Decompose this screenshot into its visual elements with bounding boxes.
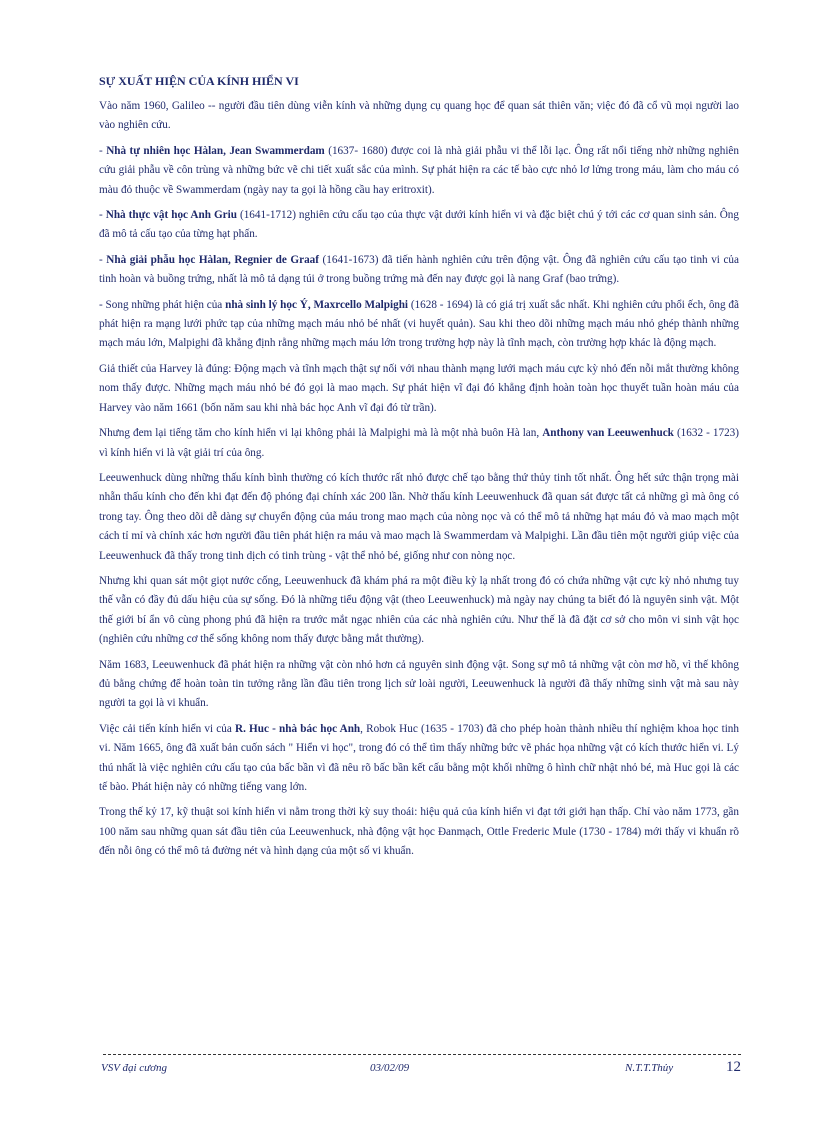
paragraph (99, 720, 739, 798)
page-number: 12 (726, 1059, 741, 1075)
text-run: Năm 1683, Leeuwenhuck đã phát hiện ra những vật còn nhỏ hơn cả nguyên sinh động vật. Song sự mô tả những vật còn mơ hồ, vì thế không đủ bằng chứng để hoàn toàn tin tưởng rằng lần đầu tiên trong lịch sử loài người, Leeuwenhuck là người đã thấy những sinh vật mà sau này người ta gọi là vi khuẩn. (99, 658, 739, 710)
section-title: SỰ XUẤT HIỆN CỦA KÍNH HIỂN VI (99, 74, 299, 88)
body-text (99, 97, 739, 862)
paragraph (99, 803, 739, 861)
page-content (99, 74, 739, 868)
text-run: , Robok Huc (1635 - 1703) đã cho phép hoàn thành nhiều thí nghiệm khoa học tinh vi. Năm 1665, ông đã xuất bản cuốn sách " Hiển vi học", trong đó có thể tìm thấy những bức vẽ phác họa những vật có kích thước hiển vi. Lý thú nhất là việc nghiên cứu cấu tạo của bấc bần vì đã nêu rõ bấc bần kết cấu bằng một khối những ô hình chữ nhật nhỏ bé, mà Huc gọi là các tế bào. Phát hiện này có những tiếng vang lớn. (99, 722, 739, 793)
text-run: Giả thiết của Harvey là đúng: Động mạch và tĩnh mạch thật sự nối với nhau thành mạng lưới mạch máu cực kỳ nhỏ đến nỗi mắt thường không nom thấy được. Những mạch máu nhỏ bé đó gọi là mao mạch. Sự phát hiện vĩ đại đó khẳng định hoàn toàn học thuyết tuần hoàn máu của Harvey vào năm 1661 (bốn năm sau khi nhà bác học Anh vĩ đại đó từ trần). (99, 362, 739, 414)
paragraph (99, 656, 739, 714)
paragraph (99, 424, 739, 463)
text-run: - (99, 253, 107, 266)
paragraph (99, 97, 739, 136)
footer-divider (103, 1054, 741, 1055)
text-run: - (99, 209, 106, 222)
text-run: (1628 - 1694) là có giá trị xuất sắc nhất. Khi nghiên cứu phổi ếch, ông đã phát hiện ra mạng lưới phức tạp của những mạch máu nhỏ bé nhất (vi huyết quản). Sau khi theo dõi những mạch máu nhỏ ghép thành những mạch máu lớn, Malpighi đã khẳng định rằng những mạch máu lớn trong trường hợp này là tĩnh mạch, còn trường hợp khác là động mạch. (99, 298, 739, 350)
page-footer (101, 1059, 741, 1081)
text-run: Nhưng đem lại tiếng tăm cho kính hiển vi lại không phải là Malpighi mà là một nhà buôn Hà lan, (99, 427, 543, 440)
text-run: - Song những phát hiện của (99, 298, 226, 311)
paragraph (99, 572, 739, 650)
paragraph (99, 251, 739, 290)
bold-text: Anthony van Leeuwenhuck (542, 427, 674, 440)
bold-text: R. Huc - nhà bác học Anh (234, 722, 361, 735)
paragraph (99, 296, 739, 354)
paragraph (99, 206, 739, 245)
text-run: Leeuwenhuck dùng những thấu kính bình thường có kích thước rất nhỏ được chế tạo bằng thứ thủy tinh tốt nhất. Ông hết sức thận trọng mài nhẵn thấu kính cho đến khi đạt đến độ phóng đại chính xác 200 lần. Nhờ thấu kính Leeuwenhuck đã quan sát được tất cả những gì mà ông có trong tay. Ông theo dõi dễ dàng sự chuyển động của máu trong mao mạch của nòng nọc và có thể mô tả những hạt máu đỏ và mao mạch một cách tỉ mỉ và chính xác hơn người đầu tiên phát hiện ra máu và mao mạch là Swammerdam và Malpighi. Lần đầu tiên một người giúp việc của Leeuwenhuck đã thấy trong tinh dịch có tinh trùng - vật thể nhỏ bé, giống như con nòng nọc. (99, 471, 739, 562)
bold-text: Nhà tự nhiên học Hàlan, Jean Swammerdam (106, 144, 325, 157)
text-run: Trong thế kỷ 17, kỹ thuật soi kính hiển vi nằm trong thời kỳ suy thoái: hiệu quả của kính hiển vi đạt tới giới hạn thấp. Chỉ vào năm 1773, gần 100 năm sau những quan sát đầu tiên của Leeuwenhuck, nhà động vật học Đanmạch, Ottle Frederic Mule (1730 - 1784) mới thấy vi khuẩn rõ đến nỗi ông có thể mô tả đường nét và hình dạng của một số vi khuẩn. (99, 806, 739, 858)
text-run: (1632 - 1723) vì kính hiển vi là vật giải trí của ông. (99, 427, 739, 459)
text-run: (1641-1673) đã tiến hành nghiên cứu trên động vật. Ông đã nghiên cứu cấu tạo tinh vi của tinh hoàn và buồng trứng, nhất là mô tả dạng túi ở trong buồng trứng mà đến nay được gọi là nang Graf (bao trứng). (99, 253, 739, 286)
footer-author: N.T.T.Thủy (625, 1062, 674, 1074)
text-run: (1637- 1680) được coi là nhà giải phẫu vi thể lỗi lạc. Ông rất nổi tiếng nhờ những nghiên cứu giải phẫu về côn trùng và những bức vẽ chi tiết xuất sắc của mình. Sự phát hiện ra các tế bào cực nhỏ lơ lửng trong máu, làm cho máu có màu đỏ thuộc về Swammerdam (ngày nay ta gọi là hồng cầu hay eritroxit). (99, 144, 739, 196)
footer-date: 03/02/09 (370, 1062, 410, 1074)
bold-text: nhà sinh lý học Ý, Maxrcello Malpighi (225, 298, 409, 311)
text-run: Nhưng khi quan sát một giọt nước cống, Leeuwenhuck đã khám phá ra một điều kỳ lạ nhất trong đó có chứa những vật cực kỳ nhỏ nhưng tuy thế vẫn có đầy đủ dấu hiệu của sự sống. Đó là những tiểu động vật (theo Leeuwenhuck) mà ngày nay chúng ta biết đó là nguyên sinh vật. Một thế giới bí ẩn vô cùng phong phú đã hiện ra trước mắt ngạc nhiên của các nhà nghiên cứu. Như thế là đã đặt cơ sở cho môn vi sinh vật học (nghiên cứu những cơ thể sống không nom thấy được bằng mắt thường). (99, 574, 739, 646)
bold-text: Nhà thực vật học Anh Griu (105, 209, 237, 222)
footer-course-name: VSV đại cương (101, 1062, 168, 1074)
paragraph (99, 469, 739, 566)
bold-text: Nhà giải phẫu học Hàlan, Regnier de Graaf (106, 253, 319, 266)
paragraph (99, 360, 739, 418)
paragraph (99, 142, 739, 200)
text-run: (1641-1712) nghiên cứu cấu tạo của thực vật dưới kính hiển vi và đặc biệt chú ý tới các cơ quan sinh sản. Ông đã mô tả cấu tạo của từng hạt phấn. (99, 209, 739, 241)
text-run: Vào năm 1960, Galileo -- người đầu tiên dùng viễn kính và những dụng cụ quang học để quan sát thiên văn; việc đó đã cổ vũ mọi người lao vào nghiên cứu. (99, 100, 739, 132)
text-run: - (99, 144, 107, 157)
text-run: Việc cải tiến kính hiển vi của (99, 722, 235, 735)
